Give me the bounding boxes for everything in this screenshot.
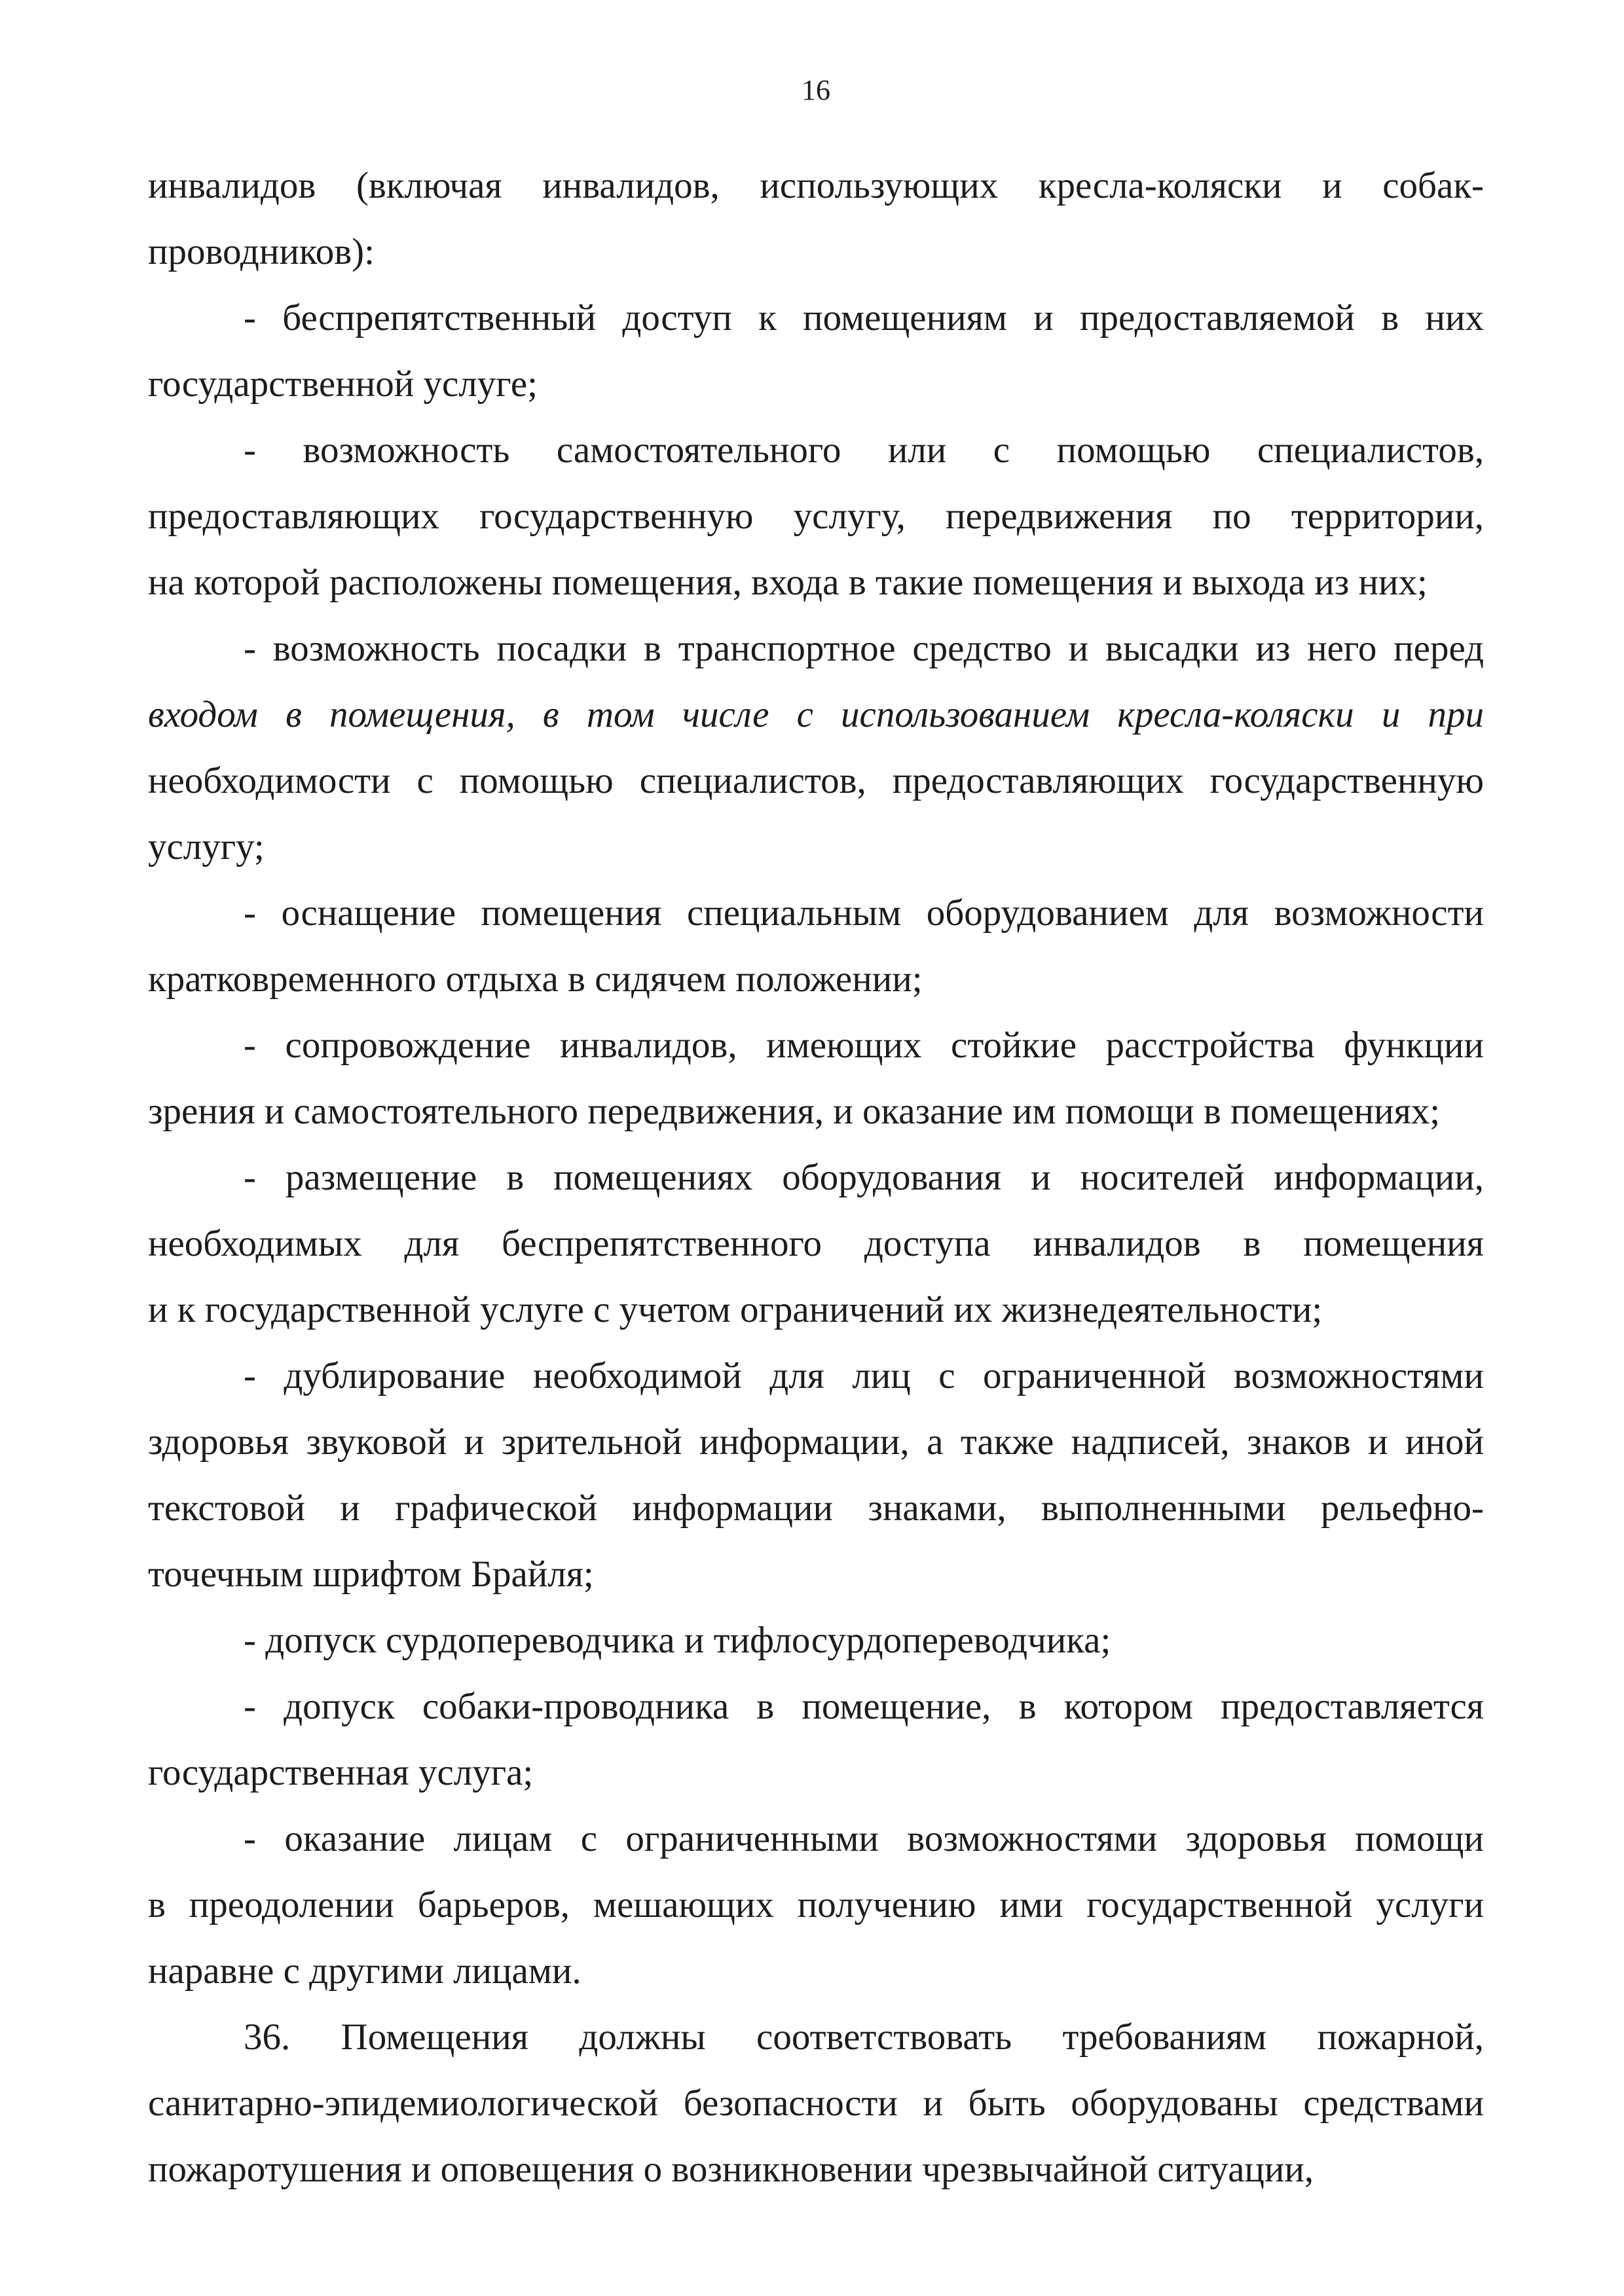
text-line: текстовой и графической информации знаками, выполненными рельефно- [148,1487,1484,1529]
text-line: 36. Помещения должны соответствовать требованиям пожарной, [244,2016,1484,2058]
text-line: зрения и самостоятельного передвижения, и оказание им помощи в помещениях; [148,1091,1441,1132]
document-body [148,153,1484,2202]
text-line: санитарно-эпидемиологической безопасности и быть оборудованы средствами [148,2083,1484,2124]
text-line: - сопровождение инвалидов, имеющих стойкие расстройства функции [244,1025,1484,1066]
text-line: - возможность посадки в транспортное средство и высадки из него перед [244,628,1484,669]
text-line: и к государственной услуге с учетом ограничений их жизнедеятельности; [148,1289,1323,1330]
text-line: здоровья звуковой и зрительной информации, а также надписей, знаков и иной [148,1421,1484,1463]
text-line: на которой расположены помещения, входа в такие помещения и выхода из них; [148,562,1428,603]
text-line: в преодолении барьеров, мешающих получению ими государственной услуги [148,1884,1484,1925]
text-line: наравне с другими лицами. [148,1950,581,1992]
text-line: - оказание лицам с ограниченными возможностями здоровья помощи [244,1818,1484,1859]
text-line: необходимости с помощью специалистов, предоставляющих государственную [148,760,1484,801]
text-line: входом в помещения, в том числе с использованием кресла-коляски и при [148,694,1484,735]
text-line: - оснащение помещения специальным оборудованием для возможности [244,892,1484,934]
text-line: - допуск собаки-проводника в помещение, в котором предоставляется [244,1686,1484,1727]
text-line: пожаротушения и оповещения о возникновении чрезвычайной ситуации, [148,2149,1314,2190]
text-line: - допуск сурдопереводчика и тифлосурдопереводчика; [244,1620,1111,1661]
text-line: кратковременного отдыха в сидячем положении; [148,958,923,1000]
text-line: необходимых для беспрепятственного доступа инвалидов в помещения [148,1223,1484,1264]
text-line: предоставляющих государственную услугу, передвижения по территории, [148,496,1484,537]
text-line: государственной услуге; [148,363,538,405]
text-line: проводников): [148,231,375,272]
text-line: государственная услуга; [148,1752,534,1793]
document-page [148,71,1484,2202]
text-line: инвалидов (включая инвалидов, использующих кресла-коляски и собак- [148,165,1484,206]
text-line: услугу; [148,826,265,867]
text-line: - дублирование необходимой для лиц с ограниченной возможностями [244,1355,1484,1396]
text-line: точечным шрифтом Брайля; [148,1554,594,1595]
text-line: - размещение в помещениях оборудования и носителей информации, [244,1157,1484,1198]
text-line: - беспрепятственный доступ к помещениям и предоставляемой в них [244,297,1484,338]
page-number: 16 [802,74,830,106]
text-line: - возможность самостоятельного или с помощью специалистов, [244,429,1484,471]
